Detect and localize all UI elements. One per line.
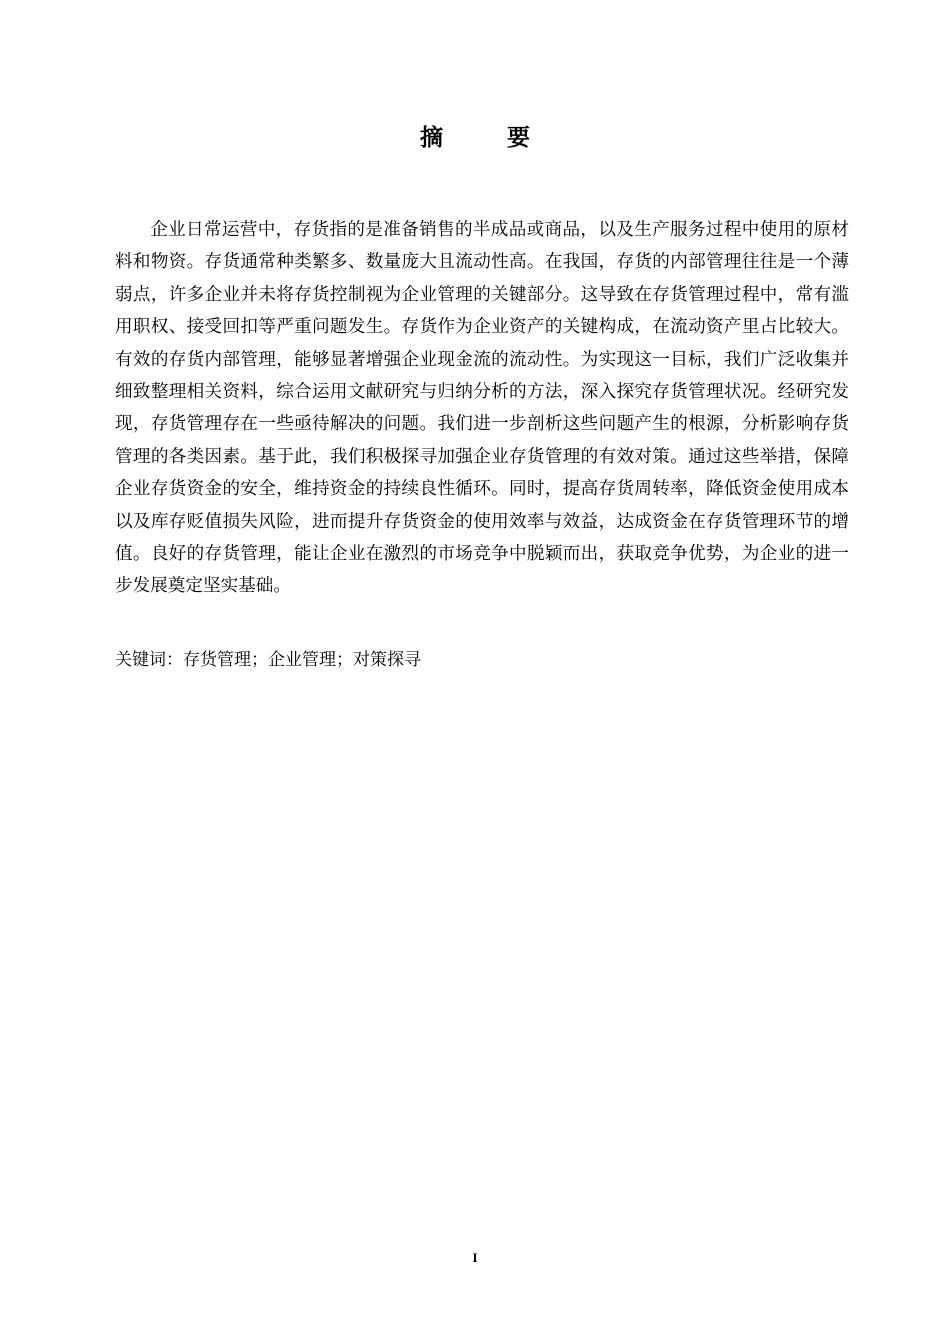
abstract-body: 企业日常运营中，存货指的是准备销售的半成品或商品，以及生产服务过程中使用的原材料和物资。存货通常种类繁多、数量庞大且流动性高。在我国，存货的内部管理往往是一个薄弱点，许多企业并未将存货控制视为企业管理的关键部分。这导致在存货管理过程中，常有滥用职权、接受回扣等严重问题发生。存货作为企业资产的关键构成，在流动资产里占比较大。有效的存货内部管理，能够显著增强企业现金流的流动性。为实现这一目标，我们广泛收集并细致整理相关资料，综合运用文献研究与归纳分析的方法，深入探究存货管理状况。经研究发现，存货管理存在一些亟待解决的问题。我们进一步剖析这些问题产生的根源，分析影响存货管理的各类因素。基于此，我们积极探寻加强企业存货管理的有效对策。通过这些举措，保障企业存货资金的安全，维持资金的持续良性循环。同时，提高存货周转率，降低资金使用成本以及库存贬值损失风险，进而提升存货资金的使用效率与效益，达成资金在存货管理环节的增值。良好的存货管理，能让企业在激烈的市场竞争中脱颖而出，获取竞争优势，为企业的进一步发展奠定坚实基础。 [115,220,849,597]
page-number: I [472,1250,478,1265]
abstract-title: 摘 要 [419,124,558,151]
keywords-line: 关键词：存货管理；企业管理；对策探寻 [115,650,421,670]
